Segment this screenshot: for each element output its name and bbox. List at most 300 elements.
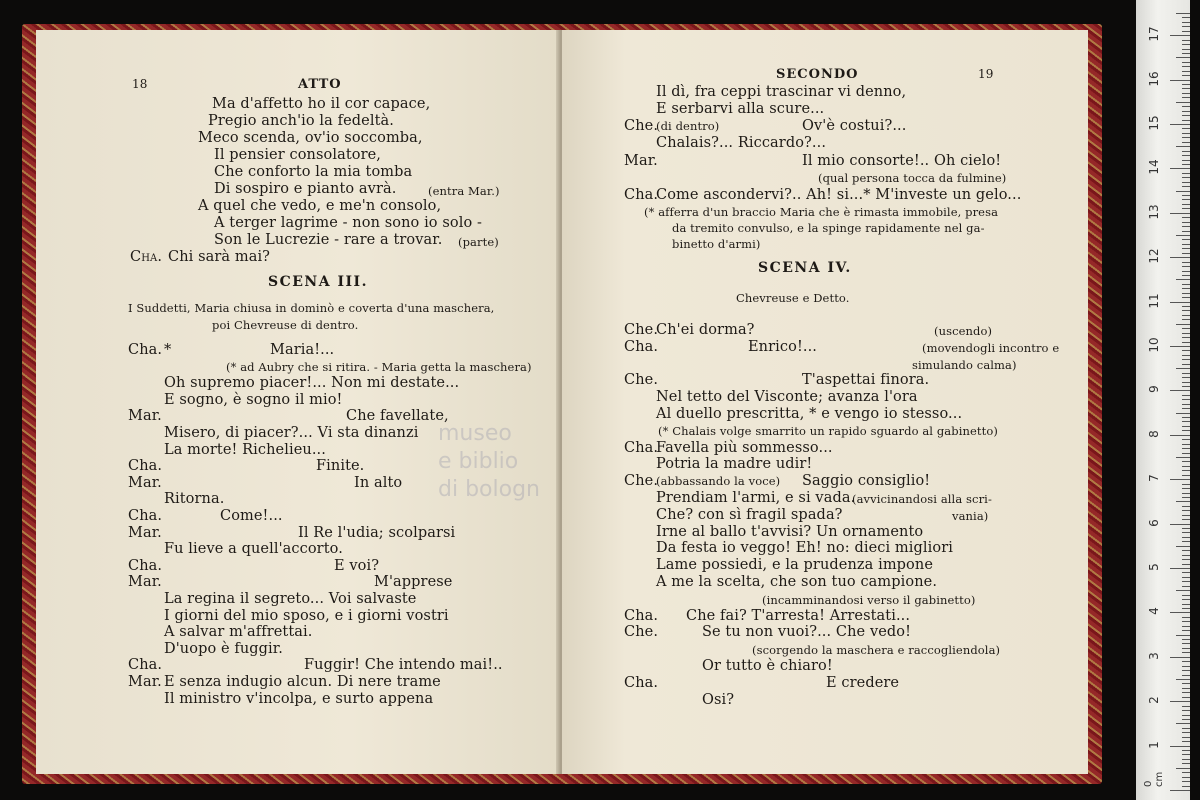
ruler-tick: [1176, 768, 1190, 769]
page-number-left: 18: [132, 77, 148, 91]
ruler-tick: [1182, 430, 1190, 431]
ruler-tick: [1182, 461, 1190, 462]
ruler-tick: [1182, 133, 1190, 134]
dialogue-line: Saggio consiglio!: [802, 473, 931, 489]
ruler-tick: [1182, 111, 1190, 112]
ruler-tick: [1182, 208, 1190, 209]
ruler-tick: [1176, 635, 1190, 636]
ruler-tick: [1182, 71, 1190, 72]
stage-direction: (* ad Aubry che si ritira. - Maria getta la maschera): [226, 360, 532, 374]
dialogue-line: Fu lieve a quell'accorto.: [164, 541, 343, 557]
ruler-number: 8: [1147, 429, 1161, 438]
running-header-left: ATTO: [298, 77, 342, 92]
dialogue-line: M'apprese: [374, 574, 453, 590]
stage-direction: simulando calma): [912, 358, 1017, 372]
dialogue-line: Come ascondervi?.. Ah! si...* M'investe un gelo...: [656, 187, 1022, 203]
speaker-label: Che.: [624, 118, 659, 134]
ruler-number: 9: [1147, 385, 1161, 394]
ruler-tick: [1182, 275, 1190, 276]
ruler-tick: [1170, 168, 1190, 169]
dialogue-line: A me la scelta, che son tuo campione.: [656, 574, 938, 590]
watermark-line: museo: [438, 421, 512, 446]
speaker-label: Mar.: [624, 153, 658, 169]
ruler-tick: [1182, 581, 1190, 582]
dialogue-line: Al duello prescritta, * e vengo io stesso...: [656, 406, 963, 422]
ruler-tick: [1182, 439, 1190, 440]
stage-direction: (di dentro): [656, 119, 720, 133]
watermark-line: e biblio: [438, 449, 519, 474]
ruler-tick: [1176, 324, 1190, 325]
ruler-tick: [1182, 750, 1190, 751]
speaker-label: Cha.: [128, 657, 163, 673]
dialogue-line: Or tutto è chiaro!: [702, 658, 833, 674]
stage-direction: (movendogli incontro e: [922, 341, 1060, 355]
verse-line: A quel che vedo, e me'n consolo,: [198, 198, 442, 214]
ruler-tick: [1182, 706, 1190, 707]
ruler-tick: [1182, 754, 1190, 755]
ruler-tick: [1176, 723, 1190, 724]
ruler-tick: [1182, 382, 1190, 383]
library-watermark: [438, 420, 638, 504]
ruler-tick: [1170, 657, 1190, 658]
dialogue-line: Ov'è costui?...: [802, 118, 907, 134]
ruler-tick: [1182, 626, 1190, 627]
dialogue-line: Che fai? T'arresta! Arrestati...: [686, 608, 911, 624]
speaker-label: Cha.: [128, 458, 163, 474]
ruler-tick: [1182, 164, 1190, 165]
ruler-tick: [1182, 408, 1190, 409]
ruler-number: 1: [1147, 740, 1161, 749]
ruler-tick: [1182, 453, 1190, 454]
ruler-tick: [1182, 515, 1190, 516]
verse-line: A terger lagrime - non sono io solo -: [214, 215, 482, 231]
dialogue-line: In alto: [354, 475, 403, 491]
speaker-label: Cha.: [624, 440, 659, 456]
ruler-tick: [1176, 590, 1190, 591]
verse-line: Pregio anch'io la fedeltà.: [208, 113, 394, 129]
scene-title: SCENA IV.: [758, 260, 852, 276]
ruler-tick: [1182, 595, 1190, 596]
ruler-tick: [1176, 279, 1190, 280]
ruler-tick: [1182, 377, 1190, 378]
ruler-number: 15: [1147, 115, 1161, 131]
ruler-tick: [1182, 53, 1190, 54]
dialogue-line: T'aspettai finora.: [802, 372, 930, 388]
scene-title: SCENA III.: [268, 274, 368, 290]
speaker-label: Cha.: [624, 675, 659, 691]
dialogue-line: La regina il segreto... Voi salvaste: [164, 591, 417, 607]
ruler-tick: [1170, 80, 1190, 81]
ruler-tick: [1182, 448, 1190, 449]
scene-description: Chevreuse e Detto.: [736, 291, 850, 305]
speaker-label: Cha.: [130, 249, 163, 265]
ruler-tick: [1182, 675, 1190, 676]
ruler-number: 11: [1147, 292, 1161, 309]
ruler-tick: [1182, 297, 1190, 298]
speaker-label: Che.: [624, 473, 659, 489]
ruler-tick: [1182, 772, 1190, 773]
dialogue-line: Il mio consorte!.. Oh cielo!: [802, 153, 1002, 169]
ruler-tick: [1182, 643, 1190, 644]
ruler-tick: [1182, 151, 1190, 152]
dialogue-line: Enrico!...: [748, 339, 817, 355]
ruler-tick: [1182, 173, 1190, 174]
dialogue-line: Il Re l'udia; scolparsi: [298, 525, 456, 541]
ruler-tick: [1182, 466, 1190, 467]
ruler-tick: [1182, 204, 1190, 205]
ruler-tick: [1182, 550, 1190, 551]
ruler-tick: [1182, 559, 1190, 560]
ruler-tick: [1182, 421, 1190, 422]
dialogue-line: Il ministro v'incolpa, e surto appena: [164, 691, 434, 707]
ruler-tick: [1182, 182, 1190, 183]
ruler-tick: [1170, 435, 1190, 436]
ruler-tick: [1182, 710, 1190, 711]
right-page: [562, 30, 1088, 774]
scene-description: poi Chevreuse di dentro.: [212, 318, 359, 332]
ruler-tick: [1182, 253, 1190, 254]
speaker-label: Cha.: [128, 508, 163, 524]
ruler-tick: [1182, 373, 1190, 374]
ruler-tick: [1182, 715, 1190, 716]
ruler-tick: [1176, 146, 1190, 147]
ruler-tick: [1176, 368, 1190, 369]
ruler-tick: [1182, 120, 1190, 121]
ruler-tick: [1182, 470, 1190, 471]
page-number-right: 19: [978, 67, 994, 81]
dialogue-line: Favella più sommesso...: [656, 440, 833, 456]
stage-direction: (parte): [458, 235, 499, 249]
dialogue-line: Chalais?... Riccardo?...: [656, 135, 827, 151]
ruler-tick: [1182, 106, 1190, 107]
stage-direction: (avvicinandosi alla scri-: [852, 492, 992, 506]
dialogue-line: D'uopo è fuggir.: [164, 641, 283, 657]
ruler-tick: [1182, 484, 1190, 485]
ruler-tick: [1176, 546, 1190, 547]
speaker-label: Cha.: [128, 342, 163, 358]
verse-line: Che conforto la mia tomba: [214, 164, 413, 180]
ruler-tick: [1176, 191, 1190, 192]
ruler-tick: [1170, 746, 1190, 747]
ruler-tick: [1176, 13, 1190, 14]
ruler-tick: [1182, 199, 1190, 200]
ruler-tick: [1182, 488, 1190, 489]
ruler-tick: [1182, 319, 1190, 320]
ruler-tick: [1182, 222, 1190, 223]
scene-description: I Suddetti, Maria chiusa in dominò e coverta d'una maschera,: [128, 301, 495, 315]
ruler-number: 16: [1147, 70, 1161, 87]
ruler-tick: [1182, 84, 1190, 85]
ruler-tick: [1170, 390, 1190, 391]
ruler-tick: [1170, 302, 1190, 303]
ruler-tick: [1170, 612, 1190, 613]
ruler-tick: [1182, 781, 1190, 782]
ruler-tick: [1182, 293, 1190, 294]
ruler-tick: [1182, 404, 1190, 405]
ruler-tick: [1182, 328, 1190, 329]
dialogue-line: Fuggir! Che intendo mai!..: [304, 657, 503, 673]
ruler-tick: [1182, 155, 1190, 156]
ruler-tick: [1182, 688, 1190, 689]
ruler-tick: [1176, 57, 1190, 58]
ruler-tick: [1170, 346, 1190, 347]
ruler-tick: [1182, 128, 1190, 129]
dialogue-line: I giorni del mio sposo, e i giorni vostri: [164, 608, 449, 624]
ruler-tick: [1182, 572, 1190, 573]
ruler-tick: [1182, 186, 1190, 187]
dialogue-line: Come!...: [220, 508, 283, 524]
ruler-tick: [1170, 213, 1190, 214]
ruler-number: 13: [1147, 204, 1161, 220]
ruler-tick: [1182, 310, 1190, 311]
ruler-tick: [1182, 617, 1190, 618]
ruler-tick: [1182, 497, 1190, 498]
ruler-tick: [1182, 355, 1190, 356]
ruler-tick: [1182, 395, 1190, 396]
ruler-tick: [1182, 541, 1190, 542]
dialogue-line: Prendiam l'armi, e si vada.: [656, 490, 856, 506]
speaker-label: Mar.: [128, 574, 162, 590]
ruler-tick: [1182, 217, 1190, 218]
speaker-label: Cha.: [128, 558, 163, 574]
ruler-tick: [1182, 577, 1190, 578]
ruler-tick: [1182, 666, 1190, 667]
ruler-tick: [1182, 337, 1190, 338]
ruler-tick: [1182, 195, 1190, 196]
ruler-tick: [1182, 475, 1190, 476]
ruler-tick: [1182, 670, 1190, 671]
ruler-tick: [1182, 586, 1190, 587]
ruler-tick: [1182, 759, 1190, 760]
ruler-tick: [1182, 88, 1190, 89]
dialogue-line: *: [164, 342, 172, 358]
ruler-tick: [1182, 31, 1190, 32]
verse-line: Ma d'affetto ho il cor capace,: [212, 96, 431, 112]
ruler-number: 10: [1147, 337, 1161, 353]
ruler-tick: [1182, 648, 1190, 649]
dialogue-line: Oh supremo piacer!... Non mi destate...: [164, 375, 460, 391]
ruler-tick: [1182, 732, 1190, 733]
ruler-unit: 0 cm: [1143, 771, 1165, 787]
ruler-tick: [1182, 284, 1190, 285]
ruler-tick: [1182, 160, 1190, 161]
ruler-number: 2: [1147, 696, 1161, 705]
ruler-tick: [1182, 608, 1190, 609]
ruler-tick: [1182, 493, 1190, 494]
verse-line: Di sospiro e pianto avrà.: [214, 181, 397, 197]
ruler-tick: [1182, 17, 1190, 18]
ruler-tick: [1182, 359, 1190, 360]
dialogue-line: Il dì, fra ceppi trascinar vi denno,: [656, 84, 907, 100]
dialogue-line: Che favellate,: [346, 408, 449, 424]
ruler-tick: [1170, 568, 1190, 569]
speaker-label: Mar.: [128, 674, 162, 690]
dialogue-line: E voi?: [334, 558, 380, 574]
ruler-tick: [1182, 510, 1190, 511]
ruler-tick: [1182, 22, 1190, 23]
ruler-tick: [1182, 26, 1190, 27]
dialogue-line: Irne al ballo t'avvisi? Un ornamento: [656, 524, 924, 540]
dialogue-line: Nel tetto del Visconte; avanza l'ora: [656, 389, 918, 405]
ruler-number: 17: [1147, 26, 1161, 42]
speaker-label: Mar.: [128, 525, 162, 541]
dialogue-line: E sogno, è sogno il mio!: [164, 392, 343, 408]
ruler-tick: [1182, 444, 1190, 445]
speaker-label: Mar.: [128, 475, 162, 491]
ruler-tick: [1182, 244, 1190, 245]
ruler-tick: [1182, 386, 1190, 387]
ruler-tick: [1182, 763, 1190, 764]
ruler-tick: [1170, 479, 1190, 480]
speaker-label: Che.: [624, 372, 659, 388]
ruler-number: 5: [1147, 563, 1161, 571]
ruler-tick: [1182, 142, 1190, 143]
ruler-tick: [1182, 137, 1190, 138]
ruler-tick: [1176, 413, 1190, 414]
stage-direction: (* afferra d'un braccio Maria che è rimasta immobile, presa: [644, 205, 999, 219]
ruler-tick: [1170, 790, 1190, 791]
ruler-tick: [1182, 288, 1190, 289]
left-page: [36, 30, 560, 774]
ruler-tick: [1170, 124, 1190, 125]
ruler-tick: [1182, 231, 1190, 232]
dialogue-line: Potria la madre udir!: [656, 456, 813, 472]
ruler-tick: [1182, 97, 1190, 98]
verse-line: Meco scenda, ov'io soccomba,: [198, 130, 423, 146]
dialogue-line: Misero, di piacer?... Vi sta dinanzi: [164, 425, 419, 441]
stage-direction: (uscendo): [934, 324, 993, 338]
speaker-label: Mar.: [128, 408, 162, 424]
ruler-tick: [1182, 266, 1190, 267]
ruler-tick: [1182, 262, 1190, 263]
ruler-number: 3: [1147, 651, 1161, 660]
dialogue-line: Se tu non vuoi?... Che vedo!: [702, 624, 912, 640]
ruler-tick: [1182, 426, 1190, 427]
ruler-tick: [1176, 679, 1190, 680]
dialogue-line: Chi sarà mai?: [168, 249, 271, 265]
ruler-tick: [1182, 786, 1190, 787]
dialogue-line: E serbarvi alla scure...: [656, 101, 825, 117]
speaker-label: Che.: [624, 322, 659, 338]
ruler-tick: [1182, 719, 1190, 720]
ruler-tick: [1182, 75, 1190, 76]
stage-direction: vania): [952, 509, 989, 523]
ruler-tick: [1182, 226, 1190, 227]
ruler-tick: [1182, 506, 1190, 507]
ruler-number: 14: [1147, 159, 1161, 176]
ruler-tick: [1182, 741, 1190, 742]
ruler-tick: [1182, 630, 1190, 631]
dialogue-line: Che? con sì fragil spada?: [656, 507, 843, 523]
ruler-tick: [1182, 248, 1190, 249]
ruler-tick: [1182, 399, 1190, 400]
dialogue-line: La morte! Richelieu...: [164, 442, 326, 458]
ruler-tick: [1182, 239, 1190, 240]
speaker-label: Cha.: [624, 187, 659, 203]
ruler-tick: [1170, 257, 1190, 258]
ruler-tick: [1182, 417, 1190, 418]
measurement-ruler: [1136, 0, 1190, 800]
ruler-tick: [1182, 271, 1190, 272]
ruler-tick: [1176, 102, 1190, 103]
watermark-line: di bologn: [438, 477, 540, 502]
ruler-tick: [1182, 777, 1190, 778]
stage-direction: (scorgendo la maschera e raccogliendola): [752, 643, 1001, 657]
speaker-label: Che.: [624, 624, 659, 640]
dialogue-line: E senza indugio alcun. Di nere trame: [164, 674, 441, 690]
verse-line: Son le Lucrezie - rare a trovar.: [214, 232, 443, 248]
ruler-tick: [1182, 661, 1190, 662]
ruler-tick: [1182, 692, 1190, 693]
dialogue-line: Finite.: [316, 458, 365, 474]
ruler-tick: [1182, 519, 1190, 520]
ruler-tick: [1182, 40, 1190, 41]
ruler-tick: [1182, 652, 1190, 653]
ruler-tick: [1170, 35, 1190, 36]
ruler-number: 4: [1147, 607, 1161, 616]
ruler-tick: [1182, 564, 1190, 565]
ruler-tick: [1182, 315, 1190, 316]
stage-direction: (* Chalais volge smarrito un rapido sguardo al gabinetto): [658, 424, 998, 438]
dialogue-line: Maria!...: [270, 342, 335, 358]
dialogue-line: Ch'ei dorma?: [656, 322, 755, 338]
ruler-tick: [1182, 93, 1190, 94]
ruler-tick: [1176, 457, 1190, 458]
ruler-number: 6: [1147, 518, 1161, 527]
ruler-number: 12: [1147, 248, 1161, 264]
ruler-tick: [1182, 62, 1190, 63]
stage-direction: (incamminandosi verso il gabinetto): [762, 593, 976, 607]
ruler-tick: [1182, 342, 1190, 343]
ruler-tick: [1182, 306, 1190, 307]
verse-line: Il pensier consolatore,: [214, 147, 381, 163]
ruler-tick: [1182, 621, 1190, 622]
ruler-number: 7: [1147, 474, 1161, 483]
ruler-tick: [1182, 49, 1190, 50]
ruler-tick: [1182, 599, 1190, 600]
ruler-tick: [1170, 524, 1190, 525]
ruler-tick: [1182, 333, 1190, 334]
ruler-tick: [1182, 604, 1190, 605]
ruler-tick: [1182, 66, 1190, 67]
dialogue-line: Ritorna.: [164, 491, 225, 507]
ruler-tick: [1182, 639, 1190, 640]
ruler-tick: [1170, 701, 1190, 702]
ruler-tick: [1182, 528, 1190, 529]
ruler-tick: [1182, 683, 1190, 684]
speaker-label: Cha.: [624, 339, 659, 355]
ruler-tick: [1182, 44, 1190, 45]
stage-direction: (entra Mar.): [428, 184, 500, 198]
speaker-label: Cha.: [624, 608, 659, 624]
dialogue-line: Da festa io veggo! Eh! no: dieci migliori: [656, 540, 953, 556]
ruler-tick: [1176, 501, 1190, 502]
ruler-tick: [1176, 235, 1190, 236]
running-header-right: SECONDO: [776, 67, 859, 82]
dialogue-line: A salvar m'affrettai.: [164, 624, 313, 640]
dialogue-line: Lame possiedi, e la prudenza impone: [656, 557, 934, 573]
stage-direction: (abbassando la voce): [656, 474, 781, 488]
dialogue-line: Osi?: [702, 692, 735, 708]
ruler-tick: [1182, 115, 1190, 116]
ruler-tick: [1182, 350, 1190, 351]
stage-direction: (qual persona tocca da fulmine): [818, 171, 1007, 185]
ruler-tick: [1182, 697, 1190, 698]
stage-direction: da tremito convulso, e la spinge rapidamente nel ga-: [672, 221, 985, 235]
ruler-tick: [1182, 555, 1190, 556]
stage-direction: binetto d'armi): [672, 237, 761, 251]
ruler-tick: [1182, 177, 1190, 178]
